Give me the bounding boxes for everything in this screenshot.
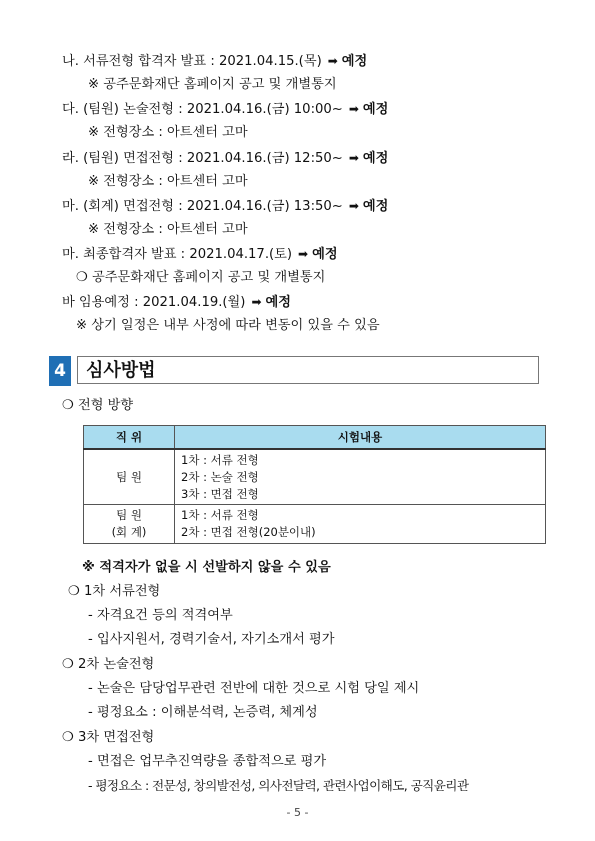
schedule-note: ❍ 공주문화재단 홈페이지 공고 및 개별통지 [76,270,326,285]
role-cell: 팀 원 (회 계) [84,505,175,544]
schedule-note: ※ 공주문화재단 홈페이지 공고 및 개별통지 [88,77,337,92]
table-row [84,449,546,505]
status-label: 예정 [362,151,389,166]
stage-item: - 논술은 담당업무관련 전반에 대한 것으로 시험 당일 제시 [88,681,420,696]
status-label: 예정 [362,199,389,214]
selection-note: ※ 적격자가 없을 시 선발하지 않을 수 있음 [82,560,331,575]
table-row [84,505,546,544]
stage-item: - 평정요소 : 이해분석력, 논증력, 체계성 [88,705,318,720]
header-content: 시험내용 [175,426,546,450]
stage-item: - 자격요건 등의 적격여부 [88,608,233,623]
arrow-icon: ➡ [251,295,262,309]
schedule-line: 바 임용예정 : 2021.04.19.(월) ➡ 예정 [62,295,291,310]
arrow-icon: ➡ [348,199,359,213]
section-title: 심사방법 [77,356,539,384]
status-label: 예정 [362,102,389,117]
content-cell: 1차 : 서류 전형 2차 : 논술 전형 3차 : 면접 전형 [175,449,546,505]
schedule-disclaimer: ※ 상기 일정은 내부 사정에 따라 변동이 있을 수 있음 [76,318,380,333]
schedule-line: 다. (팀원) 논술전형 : 2021.04.16.(금) 10:00~ ➡ 예정 [62,102,389,117]
schedule-note: ※ 전형장소 : 아트센터 고마 [88,174,248,189]
content-cell: 1차 : 서류 전형 2차 : 면접 전형(20분이내) [175,505,546,544]
role-cell: 팀 원 [84,449,175,505]
stage-item: - 면접은 업무추진역량을 종합적으로 평가 [88,754,327,769]
stage-title: ❍ 2차 논술전형 [62,657,155,672]
direction-heading: ❍ 전형 방향 [62,398,134,413]
section-header [49,356,541,386]
schedule-line: 라. (팀원) 면접전형 : 2021.04.16.(금) 12:50~ ➡ 예정 [62,151,389,166]
schedule-line: 나. 서류전형 합격자 발표 : 2021.04.15.(목) ➡ 예정 [62,54,368,69]
table-header-row [84,426,546,450]
section-number: 4 [49,356,71,386]
stage-item: - 입사지원서, 경력기술서, 자기소개서 평가 [88,632,335,647]
status-label: 예정 [312,247,338,262]
status-label: 예정 [341,54,368,69]
schedule-note: ※ 전형장소 : 아트센터 고마 [88,125,248,140]
schedule-note: ※ 전형장소 : 아트센터 고마 [88,222,248,237]
arrow-icon: ➡ [327,54,338,68]
stage-title: ❍ 3차 면접전형 [62,730,155,745]
arrow-icon: ➡ [348,102,359,116]
header-role: 직 위 [84,426,175,450]
page-number: - 5 - [286,806,309,819]
stage-item: - 평정요소 : 전문성, 창의발전성, 의사전달력, 관련사업이해도, 공직윤리관 [88,778,469,793]
stage-title: ❍ 1차 서류전형 [68,584,161,599]
arrow-icon: ➡ [348,151,359,165]
arrow-icon: ➡ [298,247,309,261]
status-label: 예정 [265,295,291,310]
schedule-line: 마. 최종합격자 발표 : 2021.04.17.(토) ➡ 예정 [62,247,338,262]
schedule-line: 마. (회계) 면접전형 : 2021.04.16.(금) 13:50~ ➡ 예정 [62,199,389,214]
exam-table [83,425,546,544]
